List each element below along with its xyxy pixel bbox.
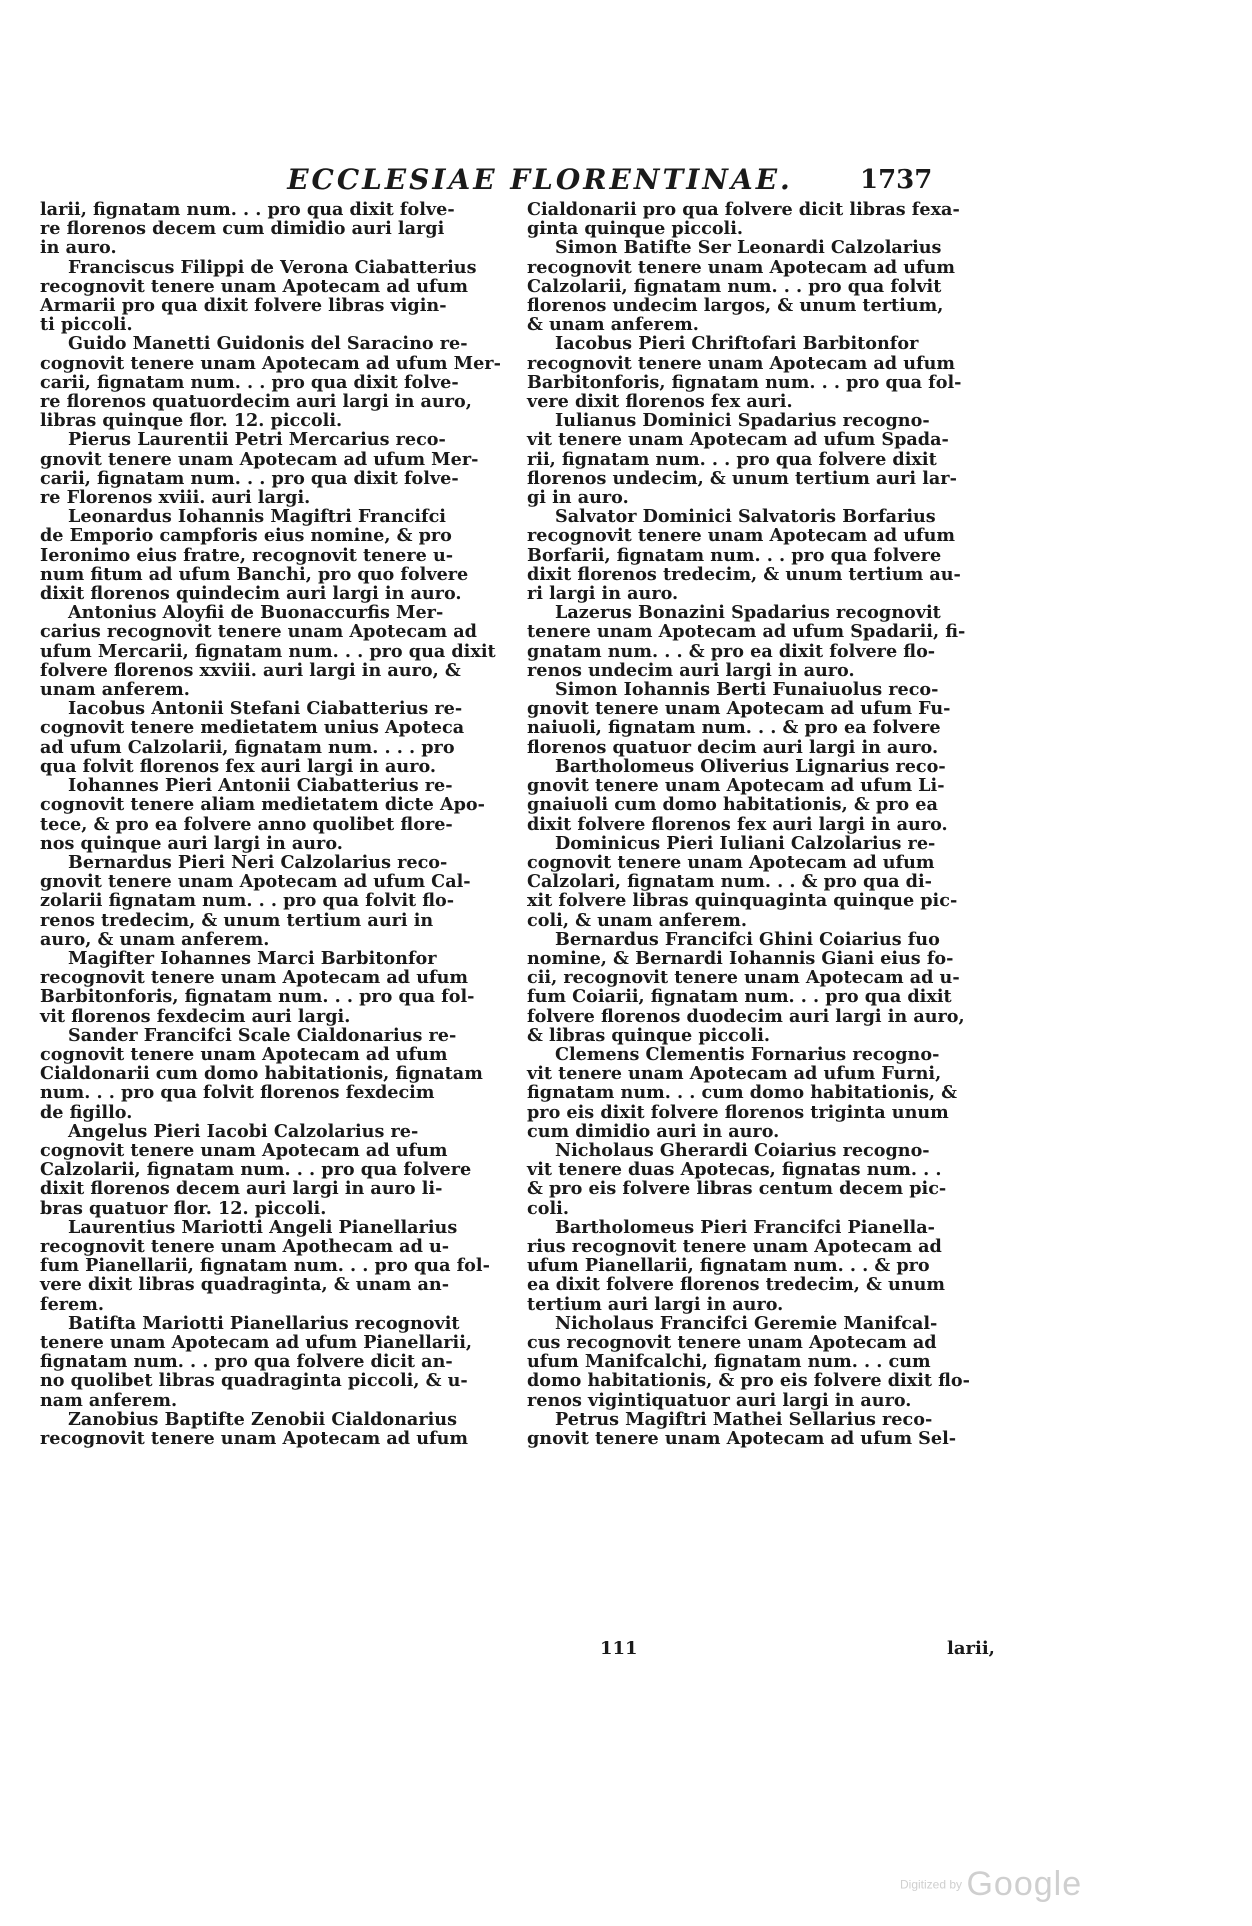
paragraph: Antonius Aloyfii de Buonaccurfis Mer- carius recognovit tenere unam Apotecam ad ufum Mercarii, fignatam num. . . pro qua dixit folvere florenos xxviii. auri largi in auro, & unam anferem. xyxy=(40,602,496,701)
paragraph: Iulianus Dominici Spadarius recogno- vit tenere unam Apotecam ad ufum Spada- rii, fignatam num. . . pro qua folvere dixit florenos undecim, & unum tertium auri lar- gi in auro. xyxy=(527,410,957,509)
paragraph: Leonardus Iohannis Magiftri Francifci de Emporio campforis eius nomine, & pro Ieronimo eius fratre, recognovit tenere u- num fitum ad ufum Banchi, pro quo folvere dixit florenos quindecim auri largi in auro. xyxy=(40,506,469,605)
right-column xyxy=(527,200,1007,1448)
paragraph: Lazerus Bonazini Spadarius recognovit tenere unam Apotecam ad ufum Spadarii, fi- gnatam num. . . & pro ea dixit folvere flo- renos undecim auri largi in auro. xyxy=(527,602,966,681)
paragraph: Nicholaus Francifci Geremie Manifcal- cus recognovit tenere unam Apotecam ad ufum Manifcalchi, fignatam num. . . cum domo habitationis, & pro eis folvere dixit flo- renos vigintiquatuor auri largi in auro. xyxy=(527,1312,970,1411)
paragraph: Bernardus Francifci Ghini Coiarius fuo nomine, & Bernardi Iohannis Giani eius fo- cii, recognovit tenere unam Apotecam ad u- fum Coiarii, fignatam num. . . pro qua dixit folvere florenos duodecim auri largi in auro, & libras quinque piccoli. xyxy=(527,928,965,1046)
paragraph: Zanobius Baptifte Zenobii Cialdonarius recognovit tenere unam Apotecam ad ufum xyxy=(40,1408,468,1449)
page-number: 1737 xyxy=(860,165,933,195)
watermark-brand: Google xyxy=(966,1865,1083,1903)
watermark-prefix: Digitized by xyxy=(900,1877,963,1892)
paragraph: Laurentius Mariotti Angeli Pianellarius recognovit tenere unam Apothecam ad u- fum Pianellarii, fignatam num. . . pro qua fol- vere dixit libras quadraginta, & unam an- ferem. xyxy=(40,1216,490,1315)
watermark xyxy=(900,1865,1082,1904)
paragraph: Magifter Iohannes Marci Barbitonfor recognovit tenere unam Apotecam ad ufum Barbitonforis, fignatam num. . . pro qua fol- vit florenos fexdecim auri largi. xyxy=(40,947,475,1027)
paragraph: Iacobus Antonii Stefani Ciabatterius re- cognovit tenere medietatem unius Apoteca ad ufum Calzolarii, fignatam num. . . . pro qua folvit florenos fex auri largi in auro. xyxy=(40,698,465,777)
left-column xyxy=(40,200,520,1448)
paragraph: Bernardus Pieri Neri Calzolarius reco- gnovit tenere unam Apotecam ad ufum Cal- zolarii fignatam num. . . pro qua folvit flo- renos tredecim, & unum tertium auri in auro, & unam anferem. xyxy=(40,851,471,950)
paragraph: Angelus Pieri Iacobi Calzolarius re- cognovit tenere unam Apotecam ad ufum Calzolarii, fignatam num. . . pro qua folvere dixit florenos decem auri largi in auro li- bras quatuor flor. 12. piccoli. xyxy=(40,1120,472,1219)
paragraph: Simon Batifte Ser Leonardi Calzolarius recognovit tenere unam Apotecam ad ufum Calzolarii, fignatam num. . . pro qua folvit florenos undecim largos, & unum tertium, & unam anferem. xyxy=(527,237,955,336)
paragraph: Petrus Magiftri Mathei Sellarius reco- gnovit tenere unam Apotecam ad ufum Sel- xyxy=(527,1408,957,1449)
paragraph: Clemens Clementis Fornarius recogno- vit tenere unam Apotecam ad ufum Furni, fignatam num. . . cum domo habitationis, & pro eis dixit folvere florenos triginta unum cum dimidio auri in auro. xyxy=(527,1043,958,1142)
page-header xyxy=(0,163,1252,203)
paragraph: Simon Iohannis Berti Funaiuolus reco- gnovit tenere unam Apotecam ad ufum Fu- naiuoli, fignatam num. . . & pro ea folvere florenos quatuor decim auri largi in auro. xyxy=(527,679,951,758)
paragraph: Nicholaus Gherardi Coiarius recogno- vit tenere duas Apotecas, fignatas num. . . & pro eis folvere libras centum decem pic- coli. xyxy=(527,1139,947,1219)
paragraph: Batifta Mariotti Pianellarius recognovit tenere unam Apotecam ad ufum Pianellarii, fignatam num. . . pro qua folvere dicit an- no quolibet libras quadraginta piccoli, & u- nam anferem. xyxy=(40,1312,473,1411)
paragraph: Pierus Laurentii Petri Mercarius reco- gnovit tenere unam Apotecam ad ufum Mer- carii, fignatam num. . . pro qua dixit folve- re Florenos xviii. auri largi. xyxy=(40,429,479,509)
running-title: ECCLESIAE FLORENTINAE. xyxy=(287,163,793,196)
catchword: larii, xyxy=(947,1638,995,1659)
paragraph: Salvator Dominici Salvatoris Borfarius recognovit tenere unam Apotecam ad ufum Borfarii, fignatam num. . . pro qua folvere dixit florenos tredecim, & unum tertium au- ri largi in auro. xyxy=(527,506,961,605)
paragraph: larii, fignatam num. . . pro qua dixit folve- re florenos decem cum dimidio auri largi in auro. xyxy=(40,199,455,259)
paragraph: Guido Manetti Guidonis del Saracino re- cognovit tenere unam Apotecam ad ufum Mer- carii, fignatam num. . . pro qua dixit folve- re florenos quatuordecim auri largi in auro, libras quinque flor. 12. piccoli. xyxy=(40,333,501,432)
paragraph: Bartholomeus Oliverius Lignarius reco- gnovit tenere unam Apotecam ad ufum Li- gnaiuoli cum domo habitationis, & pro ea dixit folvere florenos fex auri largi in auro. xyxy=(527,755,948,835)
paragraph: Cialdonarii pro qua folvere dicit libras fexa- ginta quinque piccoli. xyxy=(527,199,960,240)
paragraph: Dominicus Pieri Iuliani Calzolarius re- cognovit tenere unam Apotecam ad ufum Calzolari, fignatam num. . . & pro qua di- xit folvere libras quinquaginta quinque pic- coli, & unam anferem. xyxy=(527,832,958,931)
signature-mark: 111 xyxy=(600,1638,638,1659)
paragraph: Iohannes Pieri Antonii Ciabatterius re- cognovit tenere aliam medietatem dicte Apo- tece, & pro ea folvere anno quolibet flore- nos quinque auri largi in auro. xyxy=(40,775,485,854)
paragraph: Iacobus Pieri Chriftofari Barbitonfor recognovit tenere unam Apotecam ad ufum Barbitonforis, fignatam num. . . pro qua fol- vere dixit florenos fex auri. xyxy=(527,333,962,413)
paragraph: Bartholomeus Pieri Francifci Pianella- rius recognovit tenere unam Apotecam ad ufum Pianellarii, fignatam num. . . & pro ea dixit folvere florenos tredecim, & unum tertium auri largi in auro. xyxy=(527,1216,946,1315)
paragraph: Franciscus Filippi de Verona Ciabatterius recognovit tenere unam Apotecam ad ufum Armarii pro qua dixit folvere libras vigin- ti piccoli. xyxy=(40,256,477,336)
paragraph: Sander Francifci Scale Cialdonarius re- cognovit tenere unam Apotecam ad ufum Cialdonarii cum domo habitationis, fignatam num. . . pro qua folvit florenos fexdecim de figillo. xyxy=(40,1024,483,1123)
